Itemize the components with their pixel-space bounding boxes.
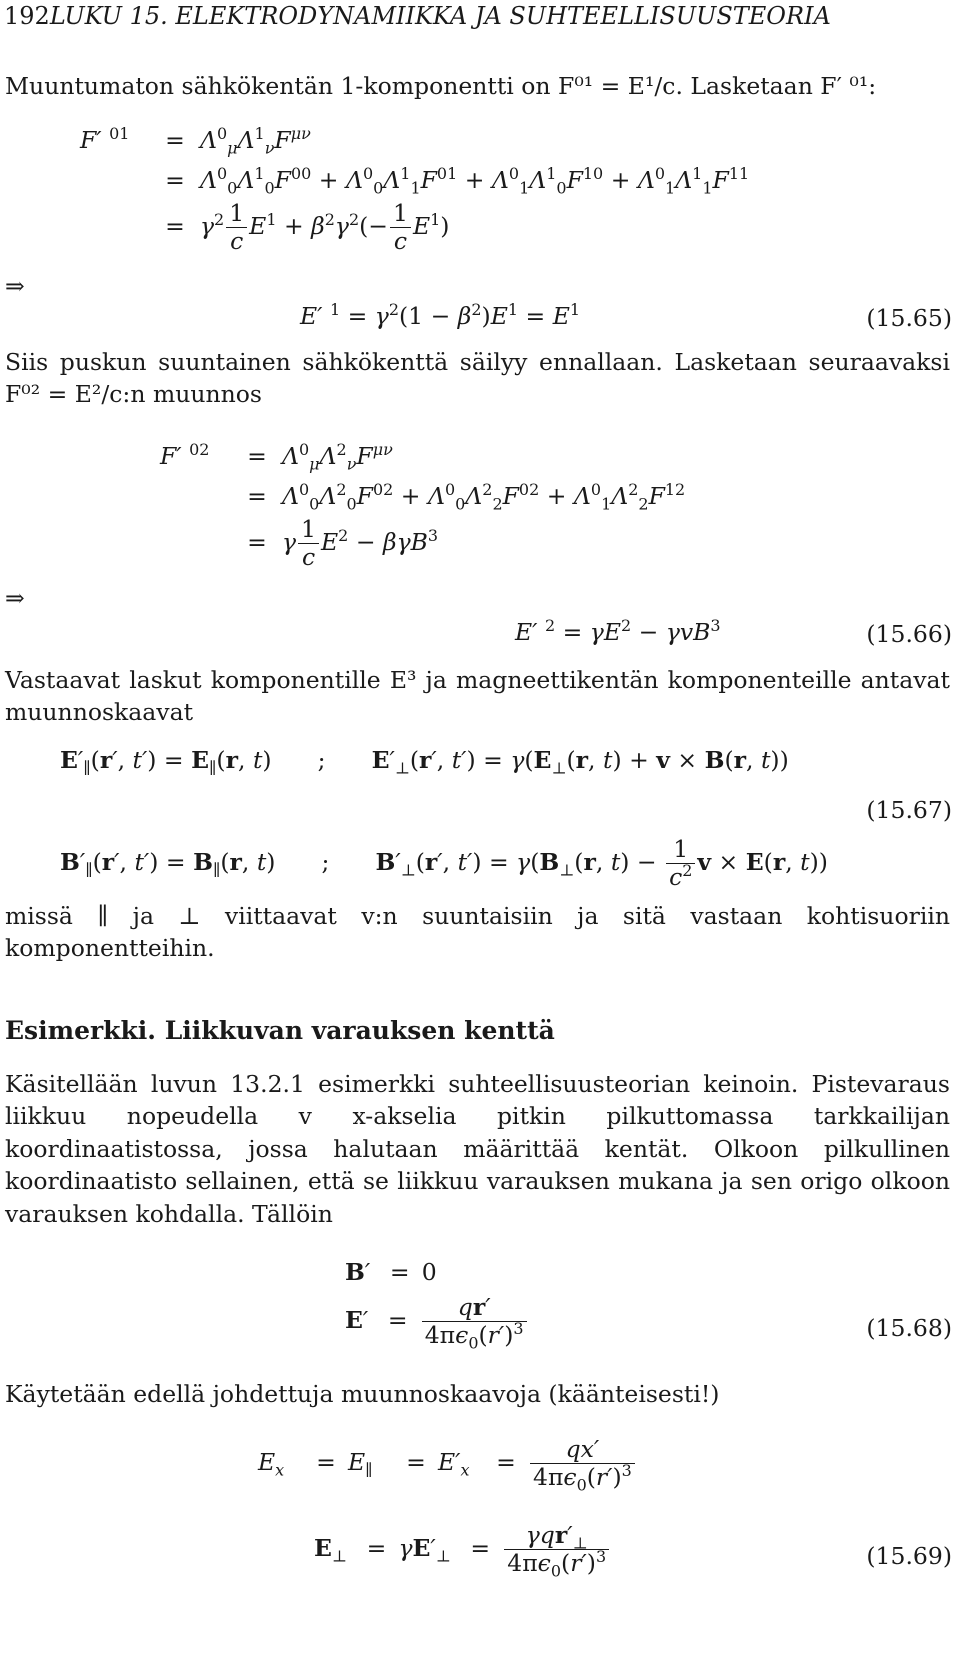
implies-arrow-2: ⇒ (5, 584, 25, 612)
eq69-line-1: $E_x = E_\parallel = E'_x$ = $\frac{qx'}{4\pi\epsilon_0(r')^3}$ (258, 1436, 637, 1491)
equation-number-15-67: (15.67) (866, 796, 952, 824)
eq68-line-2: E′ = $\frac{qr'}{4\pi\epsilon_0(r')^3}$ (345, 1294, 529, 1349)
equation-number-15-69: (15.69) (866, 1542, 952, 1570)
eq69-line-2: $E_\perp = \gamma E'_\perp$ = $\frac{\gamma qr'_\perp}{4\pi\epsilon_0(r')^3}$ (314, 1522, 611, 1577)
eq66-line-2: = $\Lambda^0_0\Lambda^2_0F^{02} + \Lambda^0_0\Lambda^2_2F^{02} + \Lambda^0_1\Lambda^2_2F^{12}$ (247, 480, 686, 514)
running-title: LUKU 15. ELEKTRODYNAMIIKKA JA SUHTEELLISUUSTEORIA (49, 2, 831, 30)
equation-number-15-65: (15.65) (866, 304, 952, 332)
paragraph-3: Vastaavat laskut komponentille E³ ja magneettikentän komponenteille antavat muunnoskaavat (5, 666, 950, 727)
equation-number-15-66: (15.66) (866, 620, 952, 648)
eq66-result: E′ $^2 = \gamma E^2 - \gamma vB^3$ (515, 616, 721, 646)
paragraph-1: Muuntumaton sähkökentän 1-komponentti on F⁰¹ = E¹/c. Lasketaan F′ ⁰¹: (5, 72, 877, 100)
eq65-line-3: = $\gamma^2$ $\frac{1}{c}$ $E^1 + \beta^2\gamma^2(-$ $\frac{1}{c}$ $E^1$) (165, 199, 450, 256)
eq68-line-1: B′ = 0 (345, 1258, 437, 1286)
eq65-result: E′ $^1 = \gamma^2(1 - \beta^2)E^1 = E^1$ (300, 300, 581, 330)
eq66-line-1: F′ $^{02} = \Lambda^0_\mu\Lambda^2_\nu F^{\mu\nu}$ (160, 440, 393, 474)
example-heading: Esimerkki. Liikkuvan varauksen kenttä (5, 1016, 555, 1045)
paragraph-4: missä ∥ ja ⊥ viittaavat v:n suuntaisiin ja sitä vastaan kohtisuoriin komponentteihin. (5, 902, 950, 963)
implies-arrow-1: ⇒ (5, 272, 25, 300)
page-number: 192 (4, 2, 50, 30)
equation-number-15-68: (15.68) (866, 1314, 952, 1342)
eq66-line-3: = γ $\frac{1}{c}$ $E^2 - \beta\gamma B^3$ (247, 515, 439, 572)
eq65-line-2: = $\Lambda^0_0\Lambda^1_0F^{00} + \Lambda^0_0\Lambda^1_1F^{01} + \Lambda^0_1\Lambda^1_0F^{10} + \Lambda^0_1\Lambda^1_1F^{11}$ (165, 164, 750, 198)
eq67-line-2: $B'_\parallel(r'$, $t') = B_\parallel(r$, t) ; $B'_\perp(r'$, $t') = \gamma(B_\perp(r$, t) − $\frac{1}{c^2}$ v × E(r, t)) (60, 835, 828, 892)
running-header (4, 0, 831, 33)
paragraph-5: Käsitellään luvun 13.2.1 esimerkki suhteellisuusteorian keinoin. Pistevaraus liikkuu nopeudella v x-akselia pitkin pilkuttomassa tarkkailijan koordinaatistossa, jossa halutaan määrittää kentät. Olkoon pilkullinen koordinaatisto sellainen, että se liikkuu varauksen mukana ja sen origo olkoon varauksen kohdalla. Tällöin (5, 1070, 950, 1228)
eq67-line-1: $E'_\parallel(r'$, $t') = E_\parallel(r$, t) ; $E'_\perp(r'$, $t') = \gamma(E_\perp(r$, t) + v × B(r, t)) (60, 746, 789, 778)
paragraph-2: Siis puskun suuntainen sähkökenttä säilyy ennallaan. Lasketaan seuraavaksi F⁰² = E²/c:n muunnos (5, 348, 950, 409)
eq65-line-1: F′ $^{01} = \Lambda^0_\mu\Lambda^1_\nu F^{\mu\nu}$ (80, 124, 311, 158)
paragraph-6: Käytetään edellä johdettuja muunnoskaavoja (käänteisesti!) (5, 1380, 720, 1408)
